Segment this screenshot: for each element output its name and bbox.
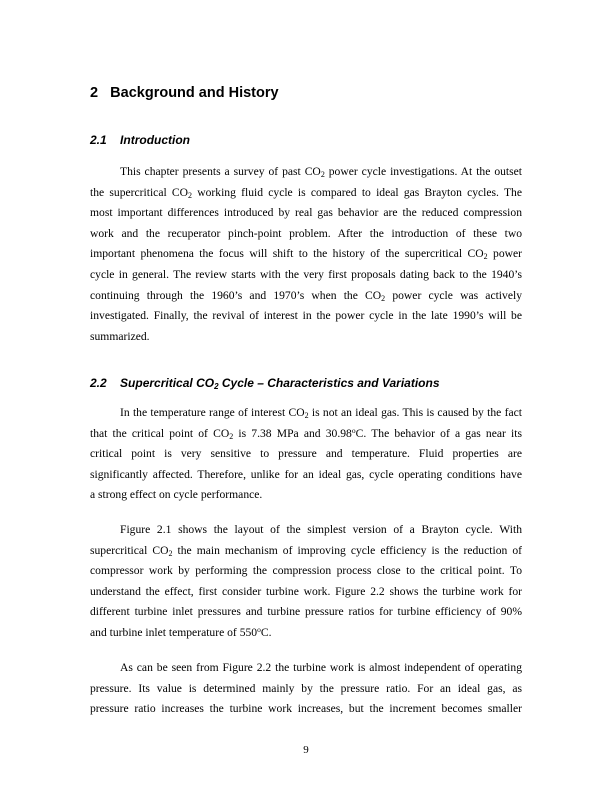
text-line: In the temperature range of interest $CO_2$ is not an ideal gas. This is caused by the fact [120, 406, 522, 420]
text-line: important phenomena the focus will shift to the history of the supercritical $CO_2$ power [90, 247, 522, 262]
text-line: significantly affected. Therefore, unlike for an ideal gas, cycle operating conditions have [90, 467, 522, 481]
paragraph-introduction [90, 162, 522, 347]
section-number: 2.2 [90, 376, 107, 390]
text-line: most important differences introduced by real gas behavior are the reduced compression [90, 206, 522, 220]
chapter-number: 2 [90, 85, 99, 101]
text-line: and turbine inlet temperature of 550$^o$C. [90, 624, 272, 639]
text-line: summarized. [90, 329, 150, 343]
paragraph-co2-not-ideal-gas [90, 403, 522, 506]
text-line: different turbine inlet pressures and turbine pressure ratios for turbine efficiency of 90% [90, 605, 522, 619]
text-line: pressure. Its value is determined mainly by the pressure ratio. For an ideal gas, as [90, 681, 522, 695]
text-line: This chapter presents a survey of past $CO_2$ power cycle investigations. At the outset [120, 165, 523, 179]
paragraph-turbine-work [90, 658, 522, 720]
text-line: the supercritical $CO_2$ working fluid cycle is compared to ideal gas Brayton cycles. The [90, 185, 522, 200]
section-title: Supercritical $CO_2$ Cycle – Characteristics and Variations [120, 376, 440, 391]
section-heading-introduction [90, 133, 190, 147]
text-line: cycle in general. The review starts with the very first proposals dating back to the 1940’s [90, 267, 522, 281]
text-line: continuing through the 1960’s and 1970’s when the $CO_2$ power cycle was actively [90, 288, 522, 303]
chapter-title: Background and History [110, 85, 279, 101]
text-line: compressor work by performing the compression process close to the critical point. To [90, 564, 522, 578]
text-line: critical point is very sensitive to pressure and temperature. Fluid properties are [90, 447, 522, 461]
text-line: understand the effect, first consider turbine work. Figure 2.2 shows the turbine work for [90, 584, 522, 598]
chapter-heading [90, 85, 279, 101]
page-number: 9 [303, 744, 309, 756]
text-line: a strong effect on cycle performance. [90, 488, 263, 502]
text-line: Figure 2.1 shows the layout of the simplest version of a Brayton cycle. With [120, 523, 522, 536]
text-line: that the critical point of $CO_2$ is 7.38 MPa and 30.98$^o$C. The behavior of a gas near its [90, 425, 523, 441]
text-line: work and the recuperator pinch-point problem. After the introduction of these two [90, 226, 522, 240]
text-line: supercritical $CO_2$ the main mechanism of improving cycle efficiency is the reduction of [90, 543, 522, 558]
section-number: 2.1 [90, 133, 107, 147]
section-title: Introduction [120, 133, 191, 147]
text-line: As can be seen from Figure 2.2 the turbine work is almost independent of operating [120, 661, 522, 674]
text-line: investigated. Finally, the revival of interest in the power cycle in the late 1990’s will be [90, 309, 522, 323]
section-heading-supercritical-co2 [90, 376, 440, 390]
paragraph-brayton-cycle-layout [90, 520, 522, 644]
text-line: pressure ratio increases the turbine work increases, but the increment becomes smaller [90, 702, 522, 716]
